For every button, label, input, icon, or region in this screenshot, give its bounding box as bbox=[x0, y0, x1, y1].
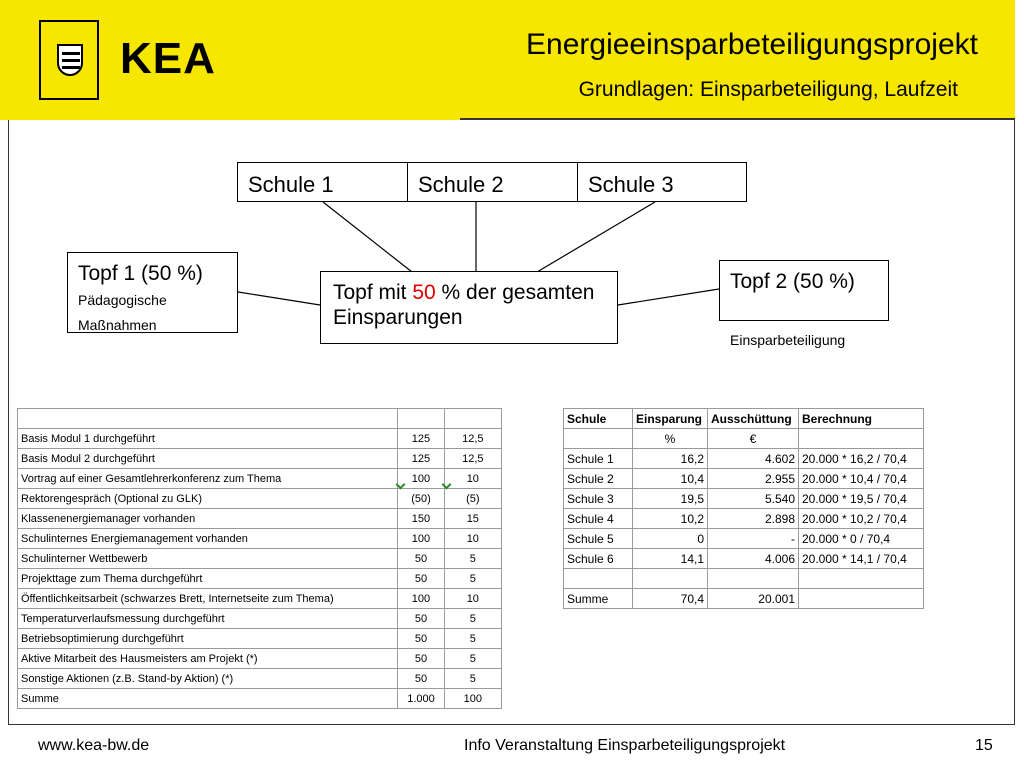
table-row bbox=[18, 589, 502, 609]
table-row bbox=[18, 629, 502, 649]
central-pot-percent: 50 bbox=[412, 281, 436, 304]
connector-topf2 bbox=[618, 289, 719, 305]
table-cell: 5 bbox=[444, 569, 501, 589]
table-cell: 10,4 bbox=[633, 469, 708, 489]
table-cell: 20.001 bbox=[708, 589, 799, 609]
table-cell bbox=[564, 569, 633, 589]
footer-event: Info Veranstaltung Einsparbeteiligungsprojekt bbox=[464, 737, 786, 754]
table-cell: 5 bbox=[444, 609, 501, 629]
unit-cell: % bbox=[633, 429, 708, 449]
table-cell: Basis Modul 1 durchgeführt bbox=[18, 429, 398, 449]
table-cell: Schule 4 bbox=[564, 509, 633, 529]
table-row bbox=[564, 529, 924, 549]
table-cell: Temperaturverlaufsmessung durchgeführt bbox=[18, 609, 398, 629]
table-cell: Schule 2 bbox=[564, 469, 633, 489]
topf2-box bbox=[719, 260, 889, 321]
table-cell bbox=[18, 409, 398, 429]
table-cell bbox=[799, 589, 924, 609]
table-cell: 20.000 * 16,2 / 70,4 bbox=[799, 449, 924, 469]
header-cell: Berechnung bbox=[799, 409, 924, 429]
table-row bbox=[18, 649, 502, 669]
kea-logo-text: KEA bbox=[120, 34, 216, 83]
table-cell: Schule 6 bbox=[564, 549, 633, 569]
table-cell: 10,2 bbox=[633, 509, 708, 529]
table-cell: 4.602 bbox=[708, 449, 799, 469]
table-cell: 10 bbox=[444, 529, 501, 549]
table-cell: Klassenenergiemanager vorhanden bbox=[18, 509, 398, 529]
table-cell: 20.000 * 0 / 70,4 bbox=[799, 529, 924, 549]
table-cell: 5 bbox=[444, 669, 501, 689]
table-cell: Sonstige Aktionen (z.B. Stand-by Aktion) (*) bbox=[18, 669, 398, 689]
points-table bbox=[17, 408, 502, 709]
header-cell: Einsparung bbox=[633, 409, 708, 429]
table-row bbox=[18, 549, 502, 569]
table-row bbox=[564, 509, 924, 529]
central-pot-text-after: % der gesamten Einsparungen bbox=[333, 281, 595, 329]
table-cell: Aktive Mitarbeit des Hausmeisters am Projekt (*) bbox=[18, 649, 398, 669]
table-row bbox=[564, 469, 924, 489]
topf2-sublabel: Einsparbeteiligung bbox=[730, 332, 846, 348]
table-row bbox=[18, 669, 502, 689]
table-cell: 5 bbox=[444, 549, 501, 569]
table-cell: 14,1 bbox=[633, 549, 708, 569]
table-cell: 2.955 bbox=[708, 469, 799, 489]
table-row bbox=[18, 529, 502, 549]
table-cell: 0 bbox=[633, 529, 708, 549]
table-row bbox=[18, 569, 502, 589]
page-subtitle: Grundlagen: Einsparbeteiligung, Laufzeit bbox=[578, 78, 958, 101]
table-units-row bbox=[564, 429, 924, 449]
central-pot-text-before: Topf mit bbox=[333, 281, 413, 304]
unit-cell: € bbox=[708, 429, 799, 449]
table-cell: (50) bbox=[398, 489, 444, 509]
table-cell: 1.000 bbox=[398, 689, 444, 709]
page-title: Energieeinsparbeteiligungsprojekt bbox=[526, 28, 978, 61]
table-row bbox=[564, 569, 924, 589]
table-cell bbox=[799, 569, 924, 589]
table-row bbox=[564, 549, 924, 569]
table-cell: 20.000 * 10,2 / 70,4 bbox=[799, 509, 924, 529]
table-cell: 100 bbox=[398, 469, 444, 489]
table-row bbox=[18, 489, 502, 509]
table-cell: 5 bbox=[444, 649, 501, 669]
topf1-box bbox=[67, 252, 238, 333]
table-cell: Betriebsoptimierung durchgeführt bbox=[18, 629, 398, 649]
connector-schule1 bbox=[323, 202, 412, 272]
table-header-row bbox=[564, 409, 924, 429]
school-box-3: Schule 3 bbox=[577, 162, 747, 202]
unit-cell bbox=[799, 429, 924, 449]
table-cell: 4.006 bbox=[708, 549, 799, 569]
table-cell: 20.000 * 10,4 / 70,4 bbox=[799, 469, 924, 489]
table-cell bbox=[633, 569, 708, 589]
table-row bbox=[18, 469, 502, 489]
table-cell: 5.540 bbox=[708, 489, 799, 509]
table-cell: 70,4 bbox=[633, 589, 708, 609]
table-cell: Vortrag auf einer Gesamtlehrerkonferenz zum Thema bbox=[18, 469, 398, 489]
table-cell: 19,5 bbox=[633, 489, 708, 509]
header-cell: Ausschüttung bbox=[708, 409, 799, 429]
table-cell: Summe bbox=[18, 689, 398, 709]
table-cell: 50 bbox=[398, 569, 444, 589]
table-cell: - bbox=[708, 529, 799, 549]
table-cell: 50 bbox=[398, 549, 444, 569]
footer-website: www.kea-bw.de bbox=[38, 737, 150, 754]
table-row bbox=[18, 509, 502, 529]
table-row bbox=[564, 489, 924, 509]
table-row bbox=[18, 449, 502, 469]
table-cell: 50 bbox=[398, 649, 444, 669]
table-row bbox=[564, 449, 924, 469]
school-box-1: Schule 1 bbox=[237, 162, 408, 202]
table-row bbox=[18, 689, 502, 709]
table-cell: 150 bbox=[398, 509, 444, 529]
table-cell: 10 bbox=[444, 589, 501, 609]
connector-schule3 bbox=[537, 202, 655, 272]
table-cell: 10 bbox=[444, 469, 501, 489]
table-cell: 15 bbox=[444, 509, 501, 529]
table-cell: 2.898 bbox=[708, 509, 799, 529]
table-cell: Projekttage zum Thema durchgeführt bbox=[18, 569, 398, 589]
table-cell: Basis Modul 2 durchgeführt bbox=[18, 449, 398, 469]
table-cell: Schule 1 bbox=[564, 449, 633, 469]
table-cell: (5) bbox=[444, 489, 501, 509]
table-cell: Schulinterner Wettbewerb bbox=[18, 549, 398, 569]
central-pot-box bbox=[320, 271, 618, 344]
table-cell: 125 bbox=[398, 449, 444, 469]
table-row bbox=[564, 589, 924, 609]
table-cell: 100 bbox=[398, 529, 444, 549]
table-cell: 16,2 bbox=[633, 449, 708, 469]
table-cell: 100 bbox=[398, 589, 444, 609]
topf1-sublabel: Pädagogische Maßnahmen bbox=[78, 292, 167, 333]
table-cell: Schule 3 bbox=[564, 489, 633, 509]
footer-page-number: 15 bbox=[975, 737, 993, 754]
table-cell: 20.000 * 14,1 / 70,4 bbox=[799, 549, 924, 569]
table-cell: Rektorengespräch (Optional zu GLK) bbox=[18, 489, 398, 509]
table-cell: 20.000 * 19,5 / 70,4 bbox=[799, 489, 924, 509]
topf2-label: Topf 2 (50 %) bbox=[730, 270, 855, 293]
table-cell: 50 bbox=[398, 669, 444, 689]
table-cell: 125 bbox=[398, 429, 444, 449]
table-cell: Schulinternes Energiemanagement vorhanden bbox=[18, 529, 398, 549]
table-row bbox=[18, 429, 502, 449]
table-row bbox=[18, 609, 502, 629]
table-cell bbox=[398, 409, 444, 429]
table-cell: 12,5 bbox=[444, 449, 501, 469]
table-cell: 100 bbox=[444, 689, 501, 709]
table-cell: 12,5 bbox=[444, 429, 501, 449]
unit-cell bbox=[564, 429, 633, 449]
topf1-label: Topf 1 (50 %) bbox=[78, 262, 203, 285]
table-cell: 5 bbox=[444, 629, 501, 649]
distribution-table bbox=[563, 408, 924, 609]
table-cell: Summe bbox=[564, 589, 633, 609]
table-row bbox=[18, 409, 502, 429]
table-cell: 50 bbox=[398, 609, 444, 629]
table-cell bbox=[708, 569, 799, 589]
table-cell: Öffentlichkeitsarbeit (schwarzes Brett, Internetseite zum Thema) bbox=[18, 589, 398, 609]
school-box-2: Schule 2 bbox=[407, 162, 578, 202]
table-cell bbox=[444, 409, 501, 429]
header-cell: Schule bbox=[564, 409, 633, 429]
connector-topf1 bbox=[238, 292, 320, 305]
table-cell: 50 bbox=[398, 629, 444, 649]
table-cell: Schule 5 bbox=[564, 529, 633, 549]
